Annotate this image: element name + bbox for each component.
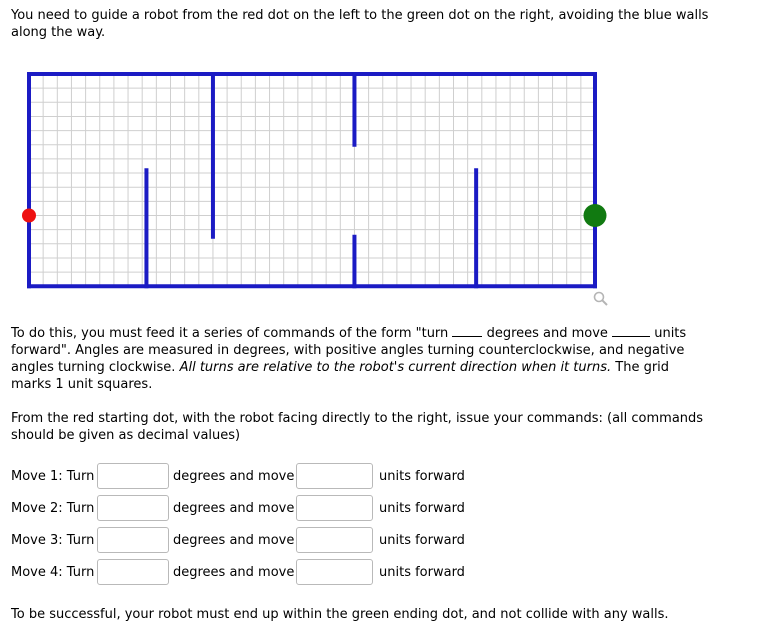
desc-part4: The grid marks 1 unit squares. (11, 360, 670, 392)
move-2-distance-input[interactable] (296, 495, 373, 521)
move-row-4 (11, 557, 465, 587)
instructions-text (11, 325, 711, 393)
maze-svg (20, 65, 610, 300)
move-3-angle-input[interactable] (97, 527, 169, 553)
angle-blank (452, 325, 482, 337)
degrees-label: degrees and move (173, 468, 295, 484)
units-label: units forward (379, 500, 465, 516)
move-label: Move 2: Turn (11, 500, 95, 516)
desc-italic: All turns are relative to the robot's current direction when it turns. (179, 360, 612, 375)
degrees-label: degrees and move (173, 532, 295, 548)
maze-grid (20, 65, 610, 304)
units-label: units forward (379, 468, 465, 484)
end-dot (584, 204, 607, 227)
magnifier-icon[interactable] (593, 291, 609, 311)
start-instructions: From the red starting dot, with the robot facing directly to the right, issue your commands: (all commands should be given as decimal values) (11, 411, 704, 443)
units-label: units forward (379, 532, 465, 548)
move-3-distance-input[interactable] (296, 527, 373, 553)
units-label: units forward (379, 564, 465, 580)
desc-part1: To do this, you must feed it a series of commands of the form "turn (11, 326, 453, 341)
move-1-angle-input[interactable] (97, 463, 169, 489)
desc-part3: units forward". Angles are measured in degrees, with positive angles turning counterclockwise, and negative angles turning clockwise. (11, 326, 687, 375)
move-row-3 (11, 525, 465, 555)
success-criteria-text: To be successful, your robot must end up within the green ending dot, and not collide with any walls. (11, 607, 669, 622)
desc-part2: degrees and move (482, 326, 613, 341)
move-row-2 (11, 493, 465, 523)
start-dot (22, 209, 36, 223)
move-label: Move 3: Turn (11, 532, 95, 548)
move-label: Move 1: Turn (11, 468, 95, 484)
move-2-angle-input[interactable] (97, 495, 169, 521)
intro-text: You need to guide a robot from the red dot on the left to the green dot on the right, avoiding the blue walls along the way. (11, 8, 709, 40)
move-4-distance-input[interactable] (296, 559, 373, 585)
distance-blank (612, 325, 650, 337)
move-row-1 (11, 461, 465, 491)
degrees-label: degrees and move (173, 500, 295, 516)
move-4-angle-input[interactable] (97, 559, 169, 585)
move-1-distance-input[interactable] (296, 463, 373, 489)
degrees-label: degrees and move (173, 564, 295, 580)
move-label: Move 4: Turn (11, 564, 95, 580)
